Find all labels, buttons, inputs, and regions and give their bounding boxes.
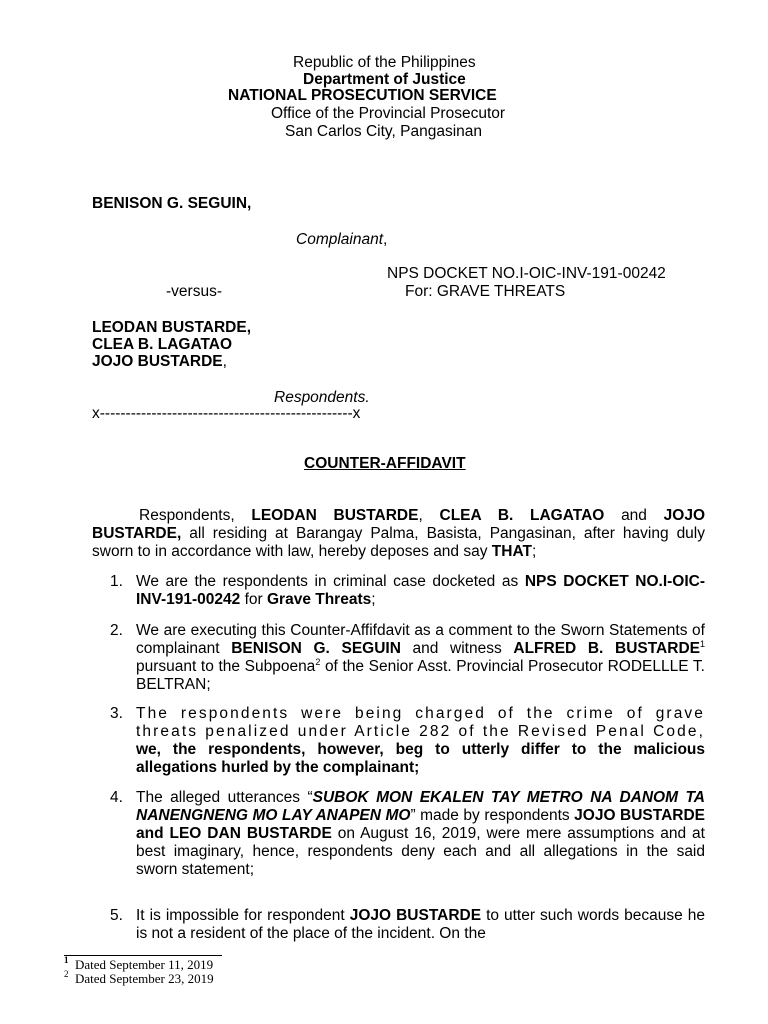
list-item: 2. We are executing this Counter-Affifdavit as a comment to the Sworn Statements of complainant BENISON G. SEGUIN and witness ALFRED B. BUSTARDE$^1$ pursuant to the Subpoena$^2$ of the Senior Asst. Provincial Prosecutor RODELLLE T. BELTRAN; — [110, 622, 705, 693]
list-item-number: 2. — [110, 622, 123, 639]
complainant-label: Complainant, — [296, 231, 388, 248]
versus-label: -versus- — [166, 283, 222, 300]
header-republic: Republic of the Philippines — [293, 54, 476, 71]
list-item-number: 1. — [110, 573, 123, 590]
footnote-divider — [64, 955, 222, 956]
respondents-label: Respondents. — [274, 389, 370, 406]
complainant-name: BENISON G. SEGUIN, — [92, 195, 252, 212]
caption-separator: x-------------------------------------------------x — [92, 405, 361, 422]
header-department: Department of Justice — [303, 71, 466, 88]
list-item: 4. The alleged utterances “SUBOK MON EKALEN TAY METRO NA DANOM TA NANENGNENG MO LAY ANAPEN MO” made by respondents JOJO BUSTARDE and LEO DAN BUSTARDE on August 16, 2019, were mere assumptions and at best imaginary, hence, respondents deny each and all allegations in the said sworn statement; — [110, 789, 705, 878]
respondent-1: LEODAN BUSTARDE, — [92, 319, 252, 336]
header-office: Office of the Provincial Prosecutor — [271, 105, 506, 122]
footnote-2: $^2$ Dated September 23, 2019 — [64, 969, 214, 986]
respondent-2: CLEA B. LAGATAO — [92, 336, 233, 353]
list-item: 5. It is impossible for respondent JOJO BUSTARDE to utter such words because he is not a resident of the place of the incident. On the — [110, 907, 705, 942]
footnote-1: $^1$ Dated September 11, 2019 — [64, 955, 214, 972]
intro-paragraph: Respondents, LEODAN BUSTARDE, CLEA B. LAGATAO and JOJO BUSTARDE, all residing at Barangay Palma, Basista, Pangasinan, after having duly sworn to in accordance with law, hereby deposes and say THAT; — [92, 507, 705, 560]
header-agency: NATIONAL PROSECUTION SERVICE — [228, 87, 497, 104]
footnote-ref: 2 — [315, 657, 321, 667]
list-item-number: 3. — [110, 705, 123, 722]
docket-number: NPS DOCKET NO.I-OIC-INV-191-00242 — [387, 265, 666, 282]
list-item-number: 4. — [110, 789, 123, 806]
list-item-number: 5. — [110, 907, 123, 924]
respondent-3: JOJO BUSTARDE, — [92, 353, 227, 370]
document-title: COUNTER-AFFIDAVIT — [304, 455, 466, 472]
footnote-ref: 1 — [699, 639, 705, 649]
case-nature: For: GRAVE THREATS — [405, 283, 566, 300]
header-location: San Carlos City, Pangasinan — [285, 123, 483, 140]
list-item: 3. The respondents were being charged of the crime of grave threats penalized under Article 282 of the Revised Penal Code, we, the respondents, however, beg to utterly differ to the malicious allegations hurled by the complainant; — [110, 705, 705, 776]
list-item: 1. We are the respondents in criminal case docketed as NPS DOCKET NO.I-OIC-INV-191-00242 for Grave Threats; — [110, 573, 706, 608]
